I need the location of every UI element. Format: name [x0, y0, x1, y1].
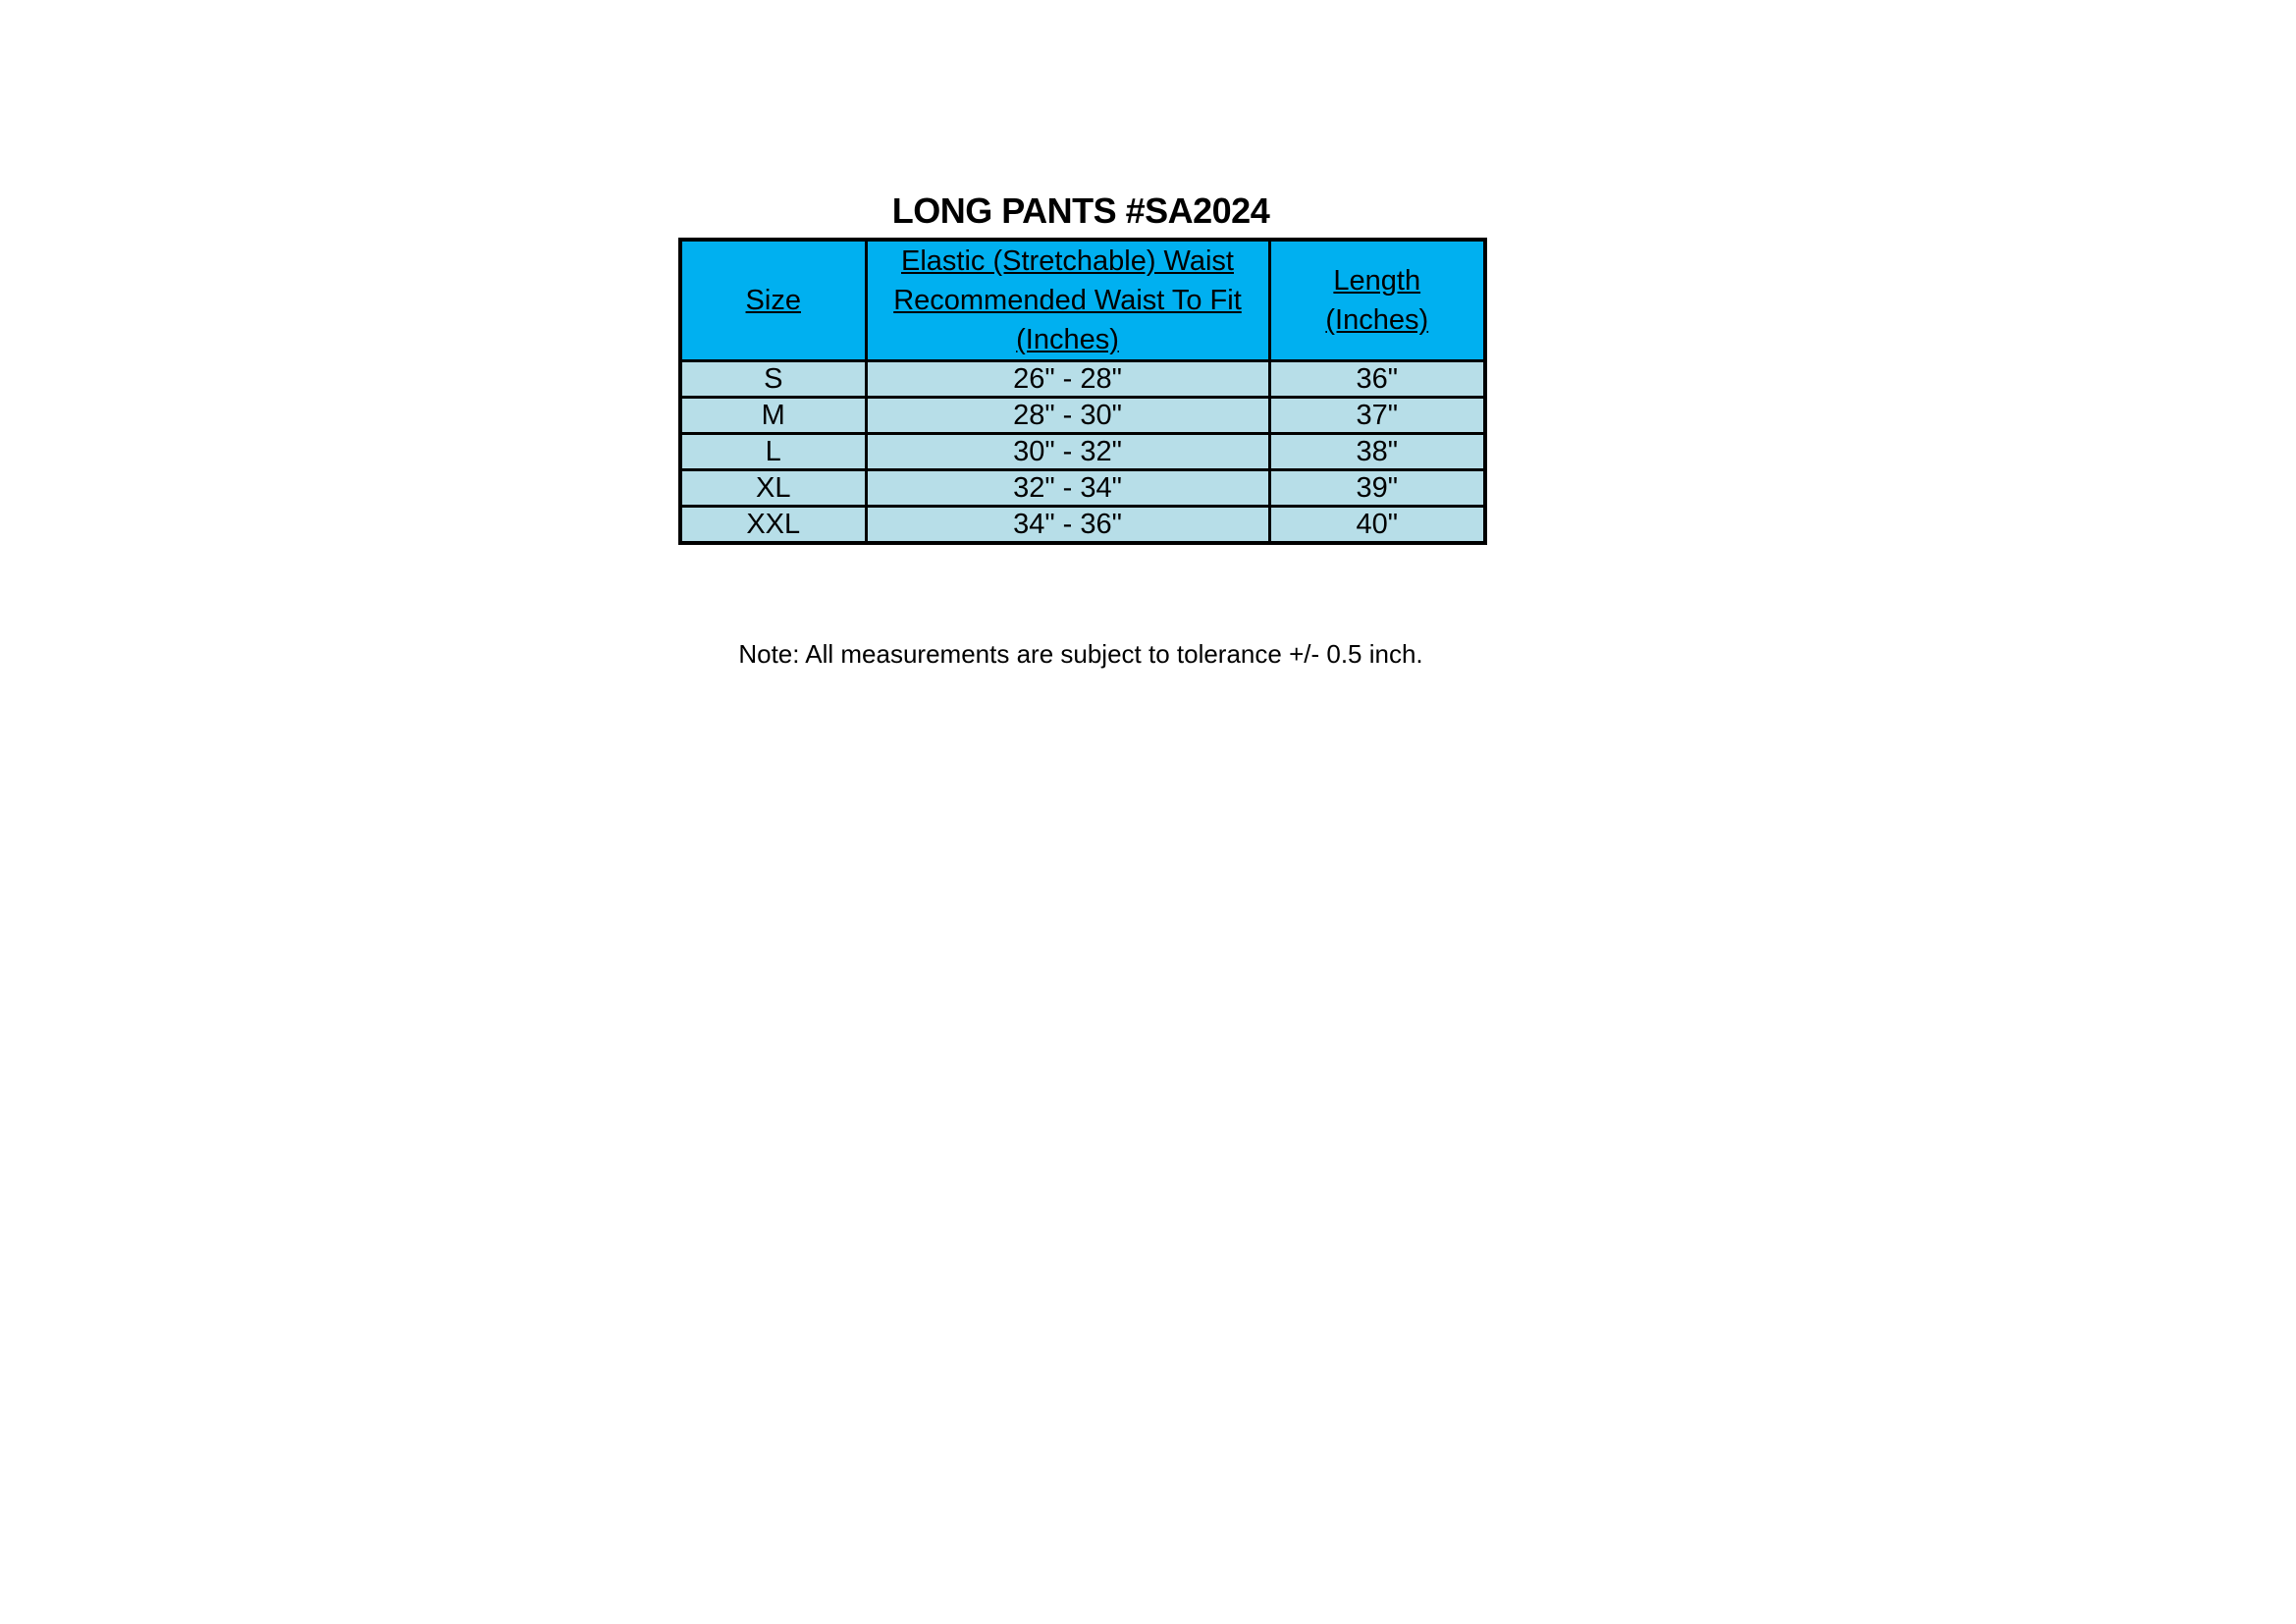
cell-length: 39" — [1269, 470, 1485, 507]
column-header-waist-line3: (Inches) — [1016, 324, 1119, 355]
column-header-length — [1269, 240, 1485, 361]
cell-waist: 32" - 34" — [866, 470, 1269, 507]
cell-length: 40" — [1269, 507, 1485, 544]
column-header-size — [680, 240, 866, 361]
cell-waist: 30" - 32" — [866, 434, 1269, 470]
column-header-length-line2: (Inches) — [1325, 304, 1429, 336]
cell-waist: 26" - 28" — [866, 361, 1269, 398]
column-header-length-line1: Length — [1333, 265, 1421, 297]
column-header-waist-line1: Elastic (Stretchable) Waist — [901, 245, 1234, 277]
cell-size: S — [680, 361, 866, 398]
cell-length: 38" — [1269, 434, 1485, 470]
column-header-size-label: Size — [745, 285, 801, 316]
cell-length: 36" — [1269, 361, 1485, 398]
table-row — [680, 398, 1485, 434]
column-header-waist — [866, 240, 1269, 361]
cell-waist: 28" - 30" — [866, 398, 1269, 434]
table-header-row — [680, 240, 1485, 361]
cell-size: M — [680, 398, 866, 434]
cell-size: XXL — [680, 507, 866, 544]
cell-length: 37" — [1269, 398, 1485, 434]
table-row — [680, 507, 1485, 544]
table-row — [680, 470, 1485, 507]
cell-size: XL — [680, 470, 866, 507]
size-chart-table — [678, 238, 1487, 545]
column-header-waist-line2: Recommended Waist To Fit — [893, 285, 1242, 316]
page-title: LONG PANTS #SA2024 — [891, 190, 1270, 231]
cell-waist: 34" - 36" — [866, 507, 1269, 544]
table-row — [680, 361, 1485, 398]
cell-size: L — [680, 434, 866, 470]
table-row — [680, 434, 1485, 470]
tolerance-note: Note: All measurements are subject to tolerance +/- 0.5 inch. — [738, 639, 1423, 669]
